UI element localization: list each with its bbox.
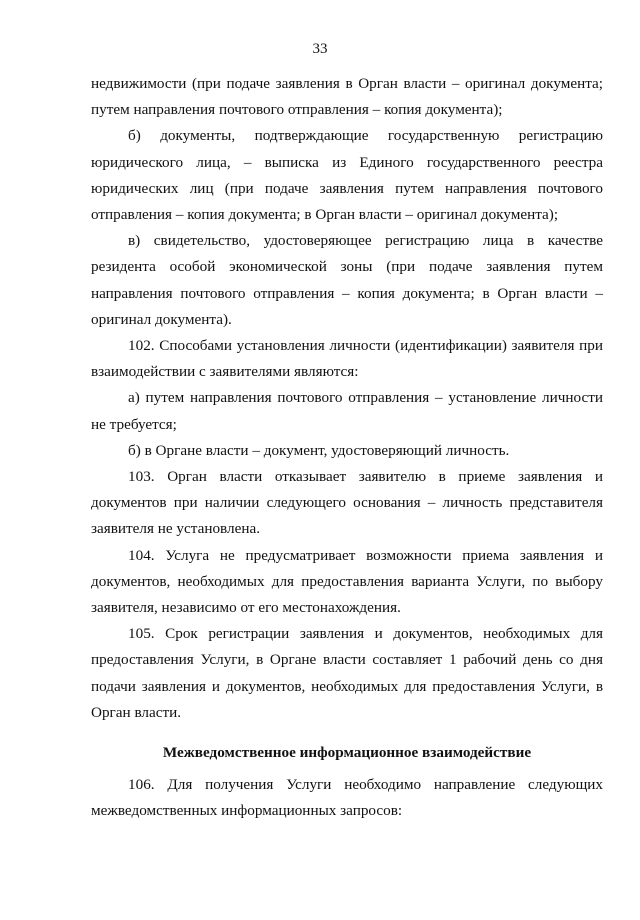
paragraph-105: 105. Срок регистрации заявления и документов, необходимых для предоставления Услуги, в Органе власти составляет 1 рабочий день со дня подачи заявления и документов, необходимых для предоставления Услуги, в Орган власти. [91,625,603,721]
paragraph-continuation: недвижимости (при подаче заявления в Орган власти – оригинал документа; путем направления почтового отправления – копия документа); [91,75,603,119]
paragraph-103: 103. Орган власти отказывает заявителю в приеме заявления и документов при наличии следующего основания – личность представителя заявителя не установлена. [91,468,603,538]
page-number: 33 [312,41,328,57]
paragraph-102: 102. Способами установления личности (идентификации) заявителя при взаимодействии с заявителями являются: [91,337,603,381]
page-content [91,71,603,825]
paragraph-102-b: б) в Органе власти – документ, удостоверяющий личность. [128,441,510,459]
paragraph-104: 104. Услуга не предусматривает возможности приема заявления и документов, необходимых для предоставления варианта Услуги, по выбору заявителя, независимо от его местонахождения. [91,546,603,617]
paragraph-item-b: б) документы, подтверждающие государственную регистрацию юридического лица, – выписка из Единого государственного реестра юридических лиц (при подаче заявления путем направления почтового отправления – копия документа; в Орган власти – оригинал документа); [91,127,603,224]
section-heading: Межведомственное информационное взаимодействие [162,744,532,762]
paragraph-102-a: а) путем направления почтового отправления – установление личности не требуется; [91,389,603,433]
paragraph-item-v: в) свидетельство, удостоверяющее регистрацию лица в качестве резидента особой экономической зоны (при подаче заявления путем направления почтового отправления – копия документа; в Орган власти – оригинал документа). [91,232,603,328]
paragraph-106: 106. Для получения Услуги необходимо направление следующих межведомственных информационных запросов: [91,776,603,820]
